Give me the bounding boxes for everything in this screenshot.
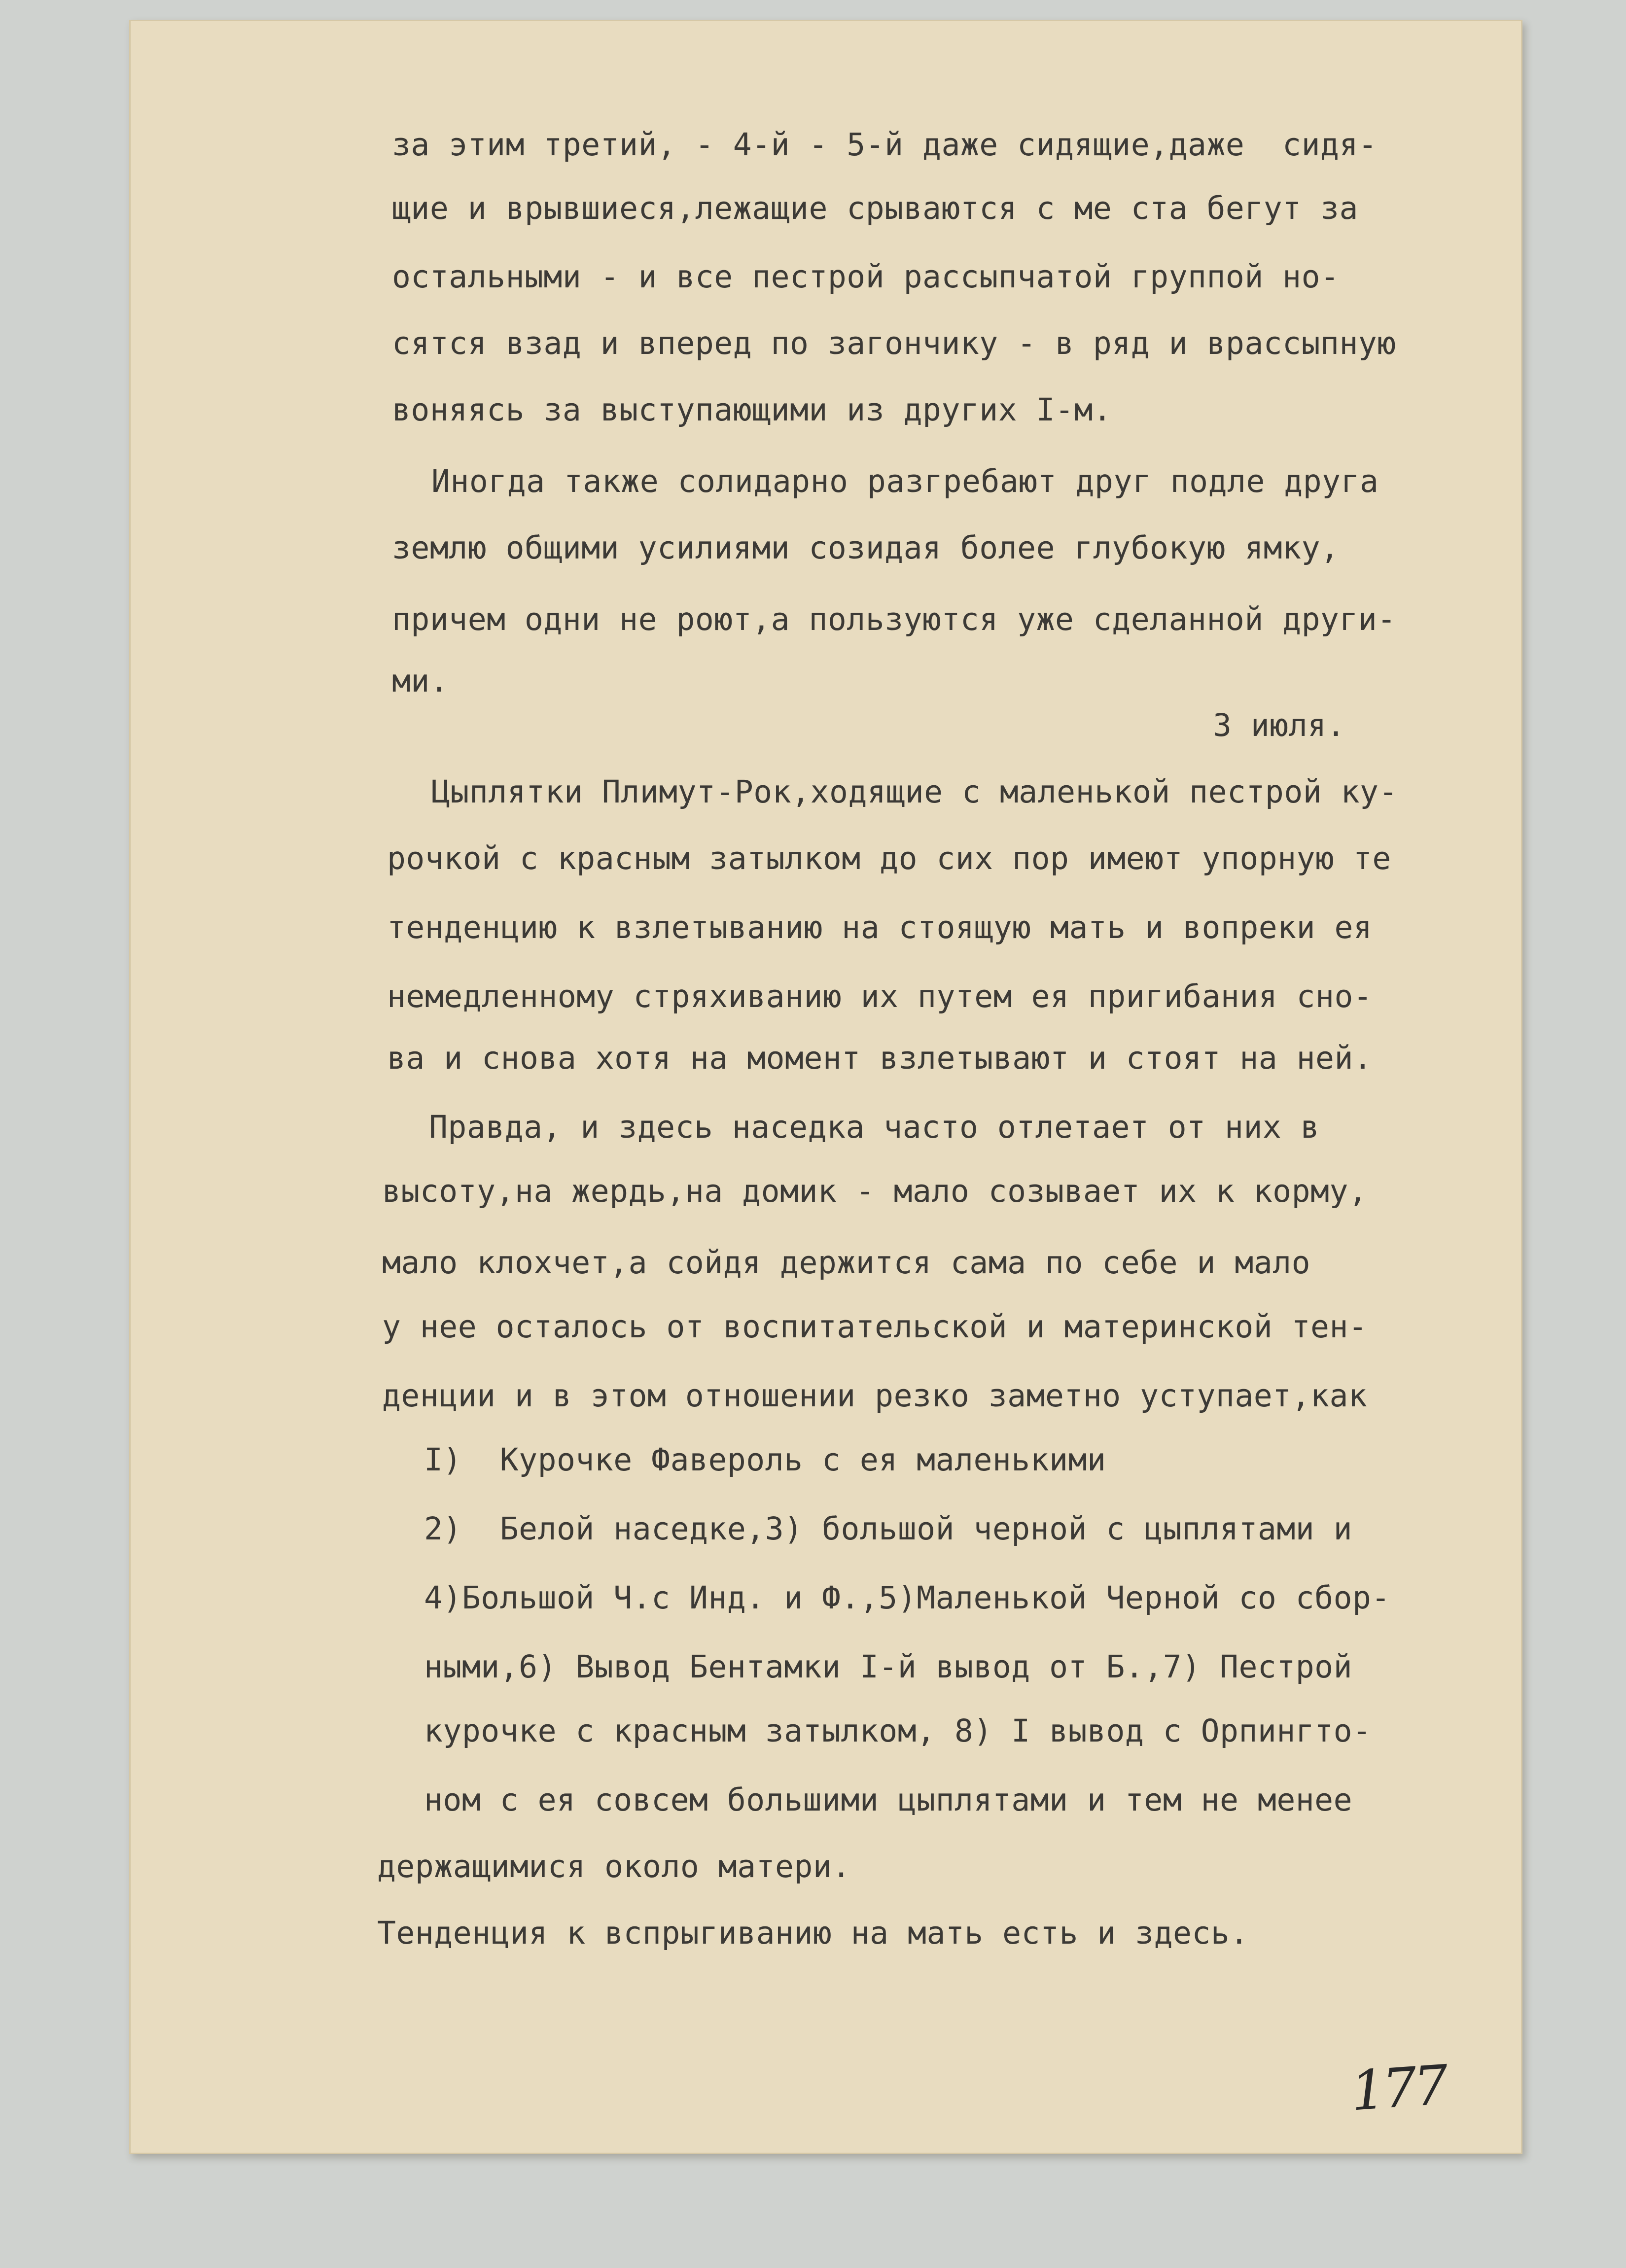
text-line: Цыплятки Плимут-Рок,ходящие с маленькой пестрой ку- <box>431 774 1398 810</box>
date-heading: 3 июля. <box>1213 707 1346 743</box>
text-line: денции и в этом отношении резко заметно уступает,как <box>382 1378 1368 1414</box>
text-line: Правда, и здесь наседка часто отлетает от них в <box>429 1109 1320 1145</box>
text-line: причем одни не роют,а пользуются уже сделанной други- <box>392 601 1396 637</box>
text-line: за этим третий, - 4-й - 5-й даже сидящие,даже сидя- <box>392 127 1378 163</box>
text-line: щие и врывшиеся,лежащие срываются с ме ста бегут за <box>392 190 1358 226</box>
text-line: ва и снова хотя на момент взлетывают и стоят на ней. <box>387 1040 1373 1076</box>
list-item: 4)Большой Ч.с Инд. и Ф.,5)Маленькой Черной со сбор- <box>424 1580 1390 1616</box>
text-line: тенденцию к взлетыванию на стоящую мать и вопреки ея <box>387 909 1373 945</box>
list-item: ном с ея совсем большими цыплятами и тем не менее <box>424 1782 1353 1818</box>
text-line: остальными - и все пестрой рассыпчатой группой но- <box>392 259 1340 295</box>
text-line: Иногда также солидарно разгребают друг подле друга <box>431 463 1379 499</box>
text-line: высоту,на жердь,на домик - мало созывает их к корму, <box>382 1173 1368 1209</box>
list-item: I) Курочке Фавероль с ея маленькими <box>424 1442 1106 1478</box>
text-line: Тенденция к вспрыгиванию на мать есть и здесь. <box>377 1915 1249 1951</box>
text-line: мало клохчет,а сойдя держится сама по себе и мало <box>382 1245 1311 1281</box>
handwritten-folio-number: 177 <box>1348 2053 1448 2123</box>
text-line: ми. <box>392 663 449 699</box>
text-line: держащимися около матери. <box>377 1849 851 1884</box>
text-line: сятся взад и вперед по загончику - в ряд и врассыпную <box>392 325 1396 361</box>
text-line: воняясь за выступающими из других I-м. <box>392 392 1112 428</box>
text-line: у нее осталось от воспитательской и материнской тен- <box>382 1309 1368 1345</box>
text-line: немедленному стряхиванию их путем ея пригибания сно- <box>387 978 1373 1014</box>
text-line: землю общими усилиями созидая более глубокую ямку, <box>392 530 1340 566</box>
list-item: 2) Белой наседке,3) большой черной с цыплятами и <box>424 1511 1353 1547</box>
list-item: ными,6) Вывод Бентамки I-й вывод от Б.,7) Пестрой <box>424 1649 1353 1685</box>
text-line: рочкой с красным затылком до сих пор имеют упорную те <box>387 840 1391 876</box>
list-item: курочке с красным затылком, 8) I вывод с Орпингто- <box>424 1713 1372 1749</box>
